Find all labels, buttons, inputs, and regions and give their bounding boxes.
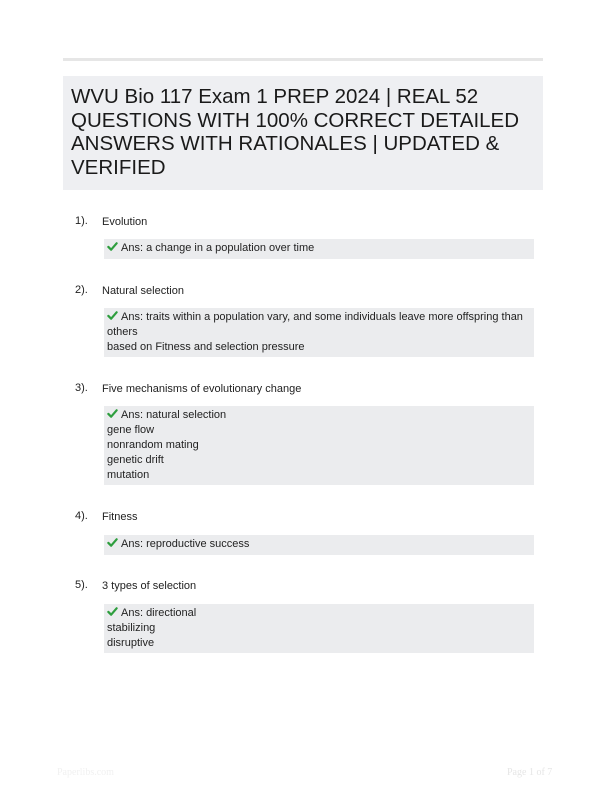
answer-line: genetic drift: [107, 454, 164, 466]
question-text: Evolution: [102, 216, 148, 228]
question-text: 3 types of selection: [102, 580, 197, 592]
checkmark-icon: [107, 606, 118, 617]
question-number: 2).: [75, 284, 88, 296]
checkmark-icon: [107, 310, 118, 321]
answer-line: Ans: directional: [107, 606, 530, 621]
answer-line: others: [107, 326, 138, 338]
answer-line: stabilizing: [107, 622, 156, 634]
answer-line: based on Fitness and selection pressure: [107, 341, 305, 353]
question-number: 4).: [75, 510, 88, 522]
checkmark-icon: [107, 241, 118, 252]
answer-line: gene flow: [107, 424, 155, 436]
top-divider: [63, 58, 543, 61]
title-banner: [63, 76, 543, 190]
checkmark-icon: [107, 408, 118, 419]
answer-line: disruptive: [107, 637, 155, 649]
question-text: Five mechanisms of evolutionary change: [102, 383, 302, 395]
answer-box: [104, 535, 534, 555]
answer-line: mutation: [107, 469, 150, 481]
answer-box: [104, 308, 534, 357]
answer-line: Ans: natural selection: [107, 408, 530, 423]
question-text: Fitness: [102, 511, 138, 523]
answer-box: [104, 406, 534, 485]
document-title: WVU Bio 117 Exam 1 PREP 2024 | REAL 52 QUESTIONS WITH 100% CORRECT DETAILED ANSWERS WITH RATIONALES | UPDATED & VERIFIED: [71, 85, 520, 179]
answer-box: [104, 239, 534, 259]
watermark-text: Paperlibs.com: [57, 767, 114, 778]
checkmark-icon: [107, 537, 118, 548]
answer-box: [104, 604, 534, 653]
answer-line: Ans: reproductive success: [107, 537, 530, 552]
answer-line: Ans: traits within a population vary, and some individuals leave more offspring than: [107, 310, 530, 325]
question-number: 3).: [75, 382, 88, 394]
page-number: Page 1 of 7: [507, 767, 553, 778]
answer-line: nonrandom mating: [107, 439, 199, 451]
answer-line: Ans: a change in a population over time: [107, 241, 530, 256]
question-number: 5).: [75, 579, 88, 591]
question-number: 1).: [75, 215, 88, 227]
question-text: Natural selection: [102, 285, 184, 297]
